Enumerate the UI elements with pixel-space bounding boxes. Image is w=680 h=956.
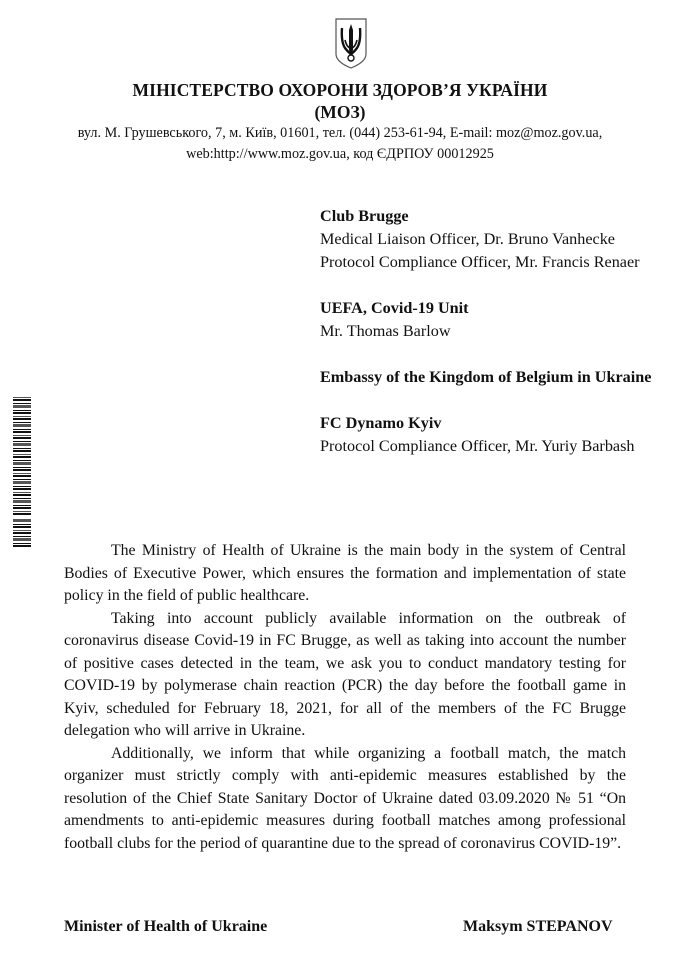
address-line-2: web:http://www.moz.gov.ua, код ЄДРПОУ 00012925	[186, 146, 494, 162]
ministry-name: МІНІСТЕРСТВО ОХОРОНИ ЗДОРОВ’Я УКРАЇНИ	[132, 80, 548, 100]
recipient-name: Embassy of the Kingdom of Belgium in Ukraine	[320, 368, 652, 386]
trident-emblem-icon	[333, 16, 369, 70]
recipient-dynamo	[320, 412, 660, 458]
signatory-position: Minister of Health of Ukraine	[64, 918, 268, 935]
recipient-uefa	[320, 297, 660, 343]
barcode	[5, 395, 33, 550]
recipient-embassy	[320, 366, 660, 389]
paragraph: Additionally, we inform that while organizing a football match, the match organizer must strictly comply with anti-epidemic measures established by the resolution of the Chief State Sanitary Doctor of Ukraine dated 03.09.2020 № 51 “On amendments to anti-epidemic measures during football matches among professional football clubs for the period of quarantine due to the spread of coronavirus COVID-19”.	[64, 744, 626, 852]
recipient-line: Protocol Compliance Officer, Mr. Yuriy Barbash	[320, 437, 635, 455]
recipient-line: Mr. Thomas Barlow	[320, 322, 451, 340]
recipient-club-brugge	[320, 205, 660, 274]
paragraph: The Ministry of Health of Ukraine is the main body in the system of Central Bodies of Executive Power, which ensures the formation and implementation of state policy in the field of public healthcare.	[64, 542, 626, 604]
paragraph: Taking into account publicly available information on the outbreak of coronavirus disease Covid-19 in FC Brugge, as well as taking into account the number of positive cases detected in the team, we ask you to conduct mandatory testing for COVID-19 by polymerase chain reaction (PCR) the day before the football game in Kyiv, scheduled for February 18, 2021, for all of the members of the FC Brugge delegation who will arrive in Ukraine.	[64, 609, 626, 739]
recipient-name: UEFA, Covid-19 Unit	[320, 299, 469, 317]
recipient-name: FC Dynamo Kyiv	[320, 414, 442, 432]
signatory-name: Maksym STEPANOV	[463, 918, 613, 935]
ministry-abbreviation: (МОЗ)	[314, 102, 366, 122]
recipient-name: Club Brugge	[320, 207, 409, 225]
recipient-line: Protocol Compliance Officer, Mr. Francis Renaer	[320, 253, 640, 271]
recipients-block	[320, 205, 660, 481]
letter-body	[64, 540, 626, 855]
address-line-1: вул. М. Грушевського, 7, м. Київ, 01601, тел. (044) 253-61-94, E-mail: moz@moz.gov.ua,	[77, 125, 603, 141]
recipient-line: Medical Liaison Officer, Dr. Bruno Vanhecke	[320, 230, 615, 248]
